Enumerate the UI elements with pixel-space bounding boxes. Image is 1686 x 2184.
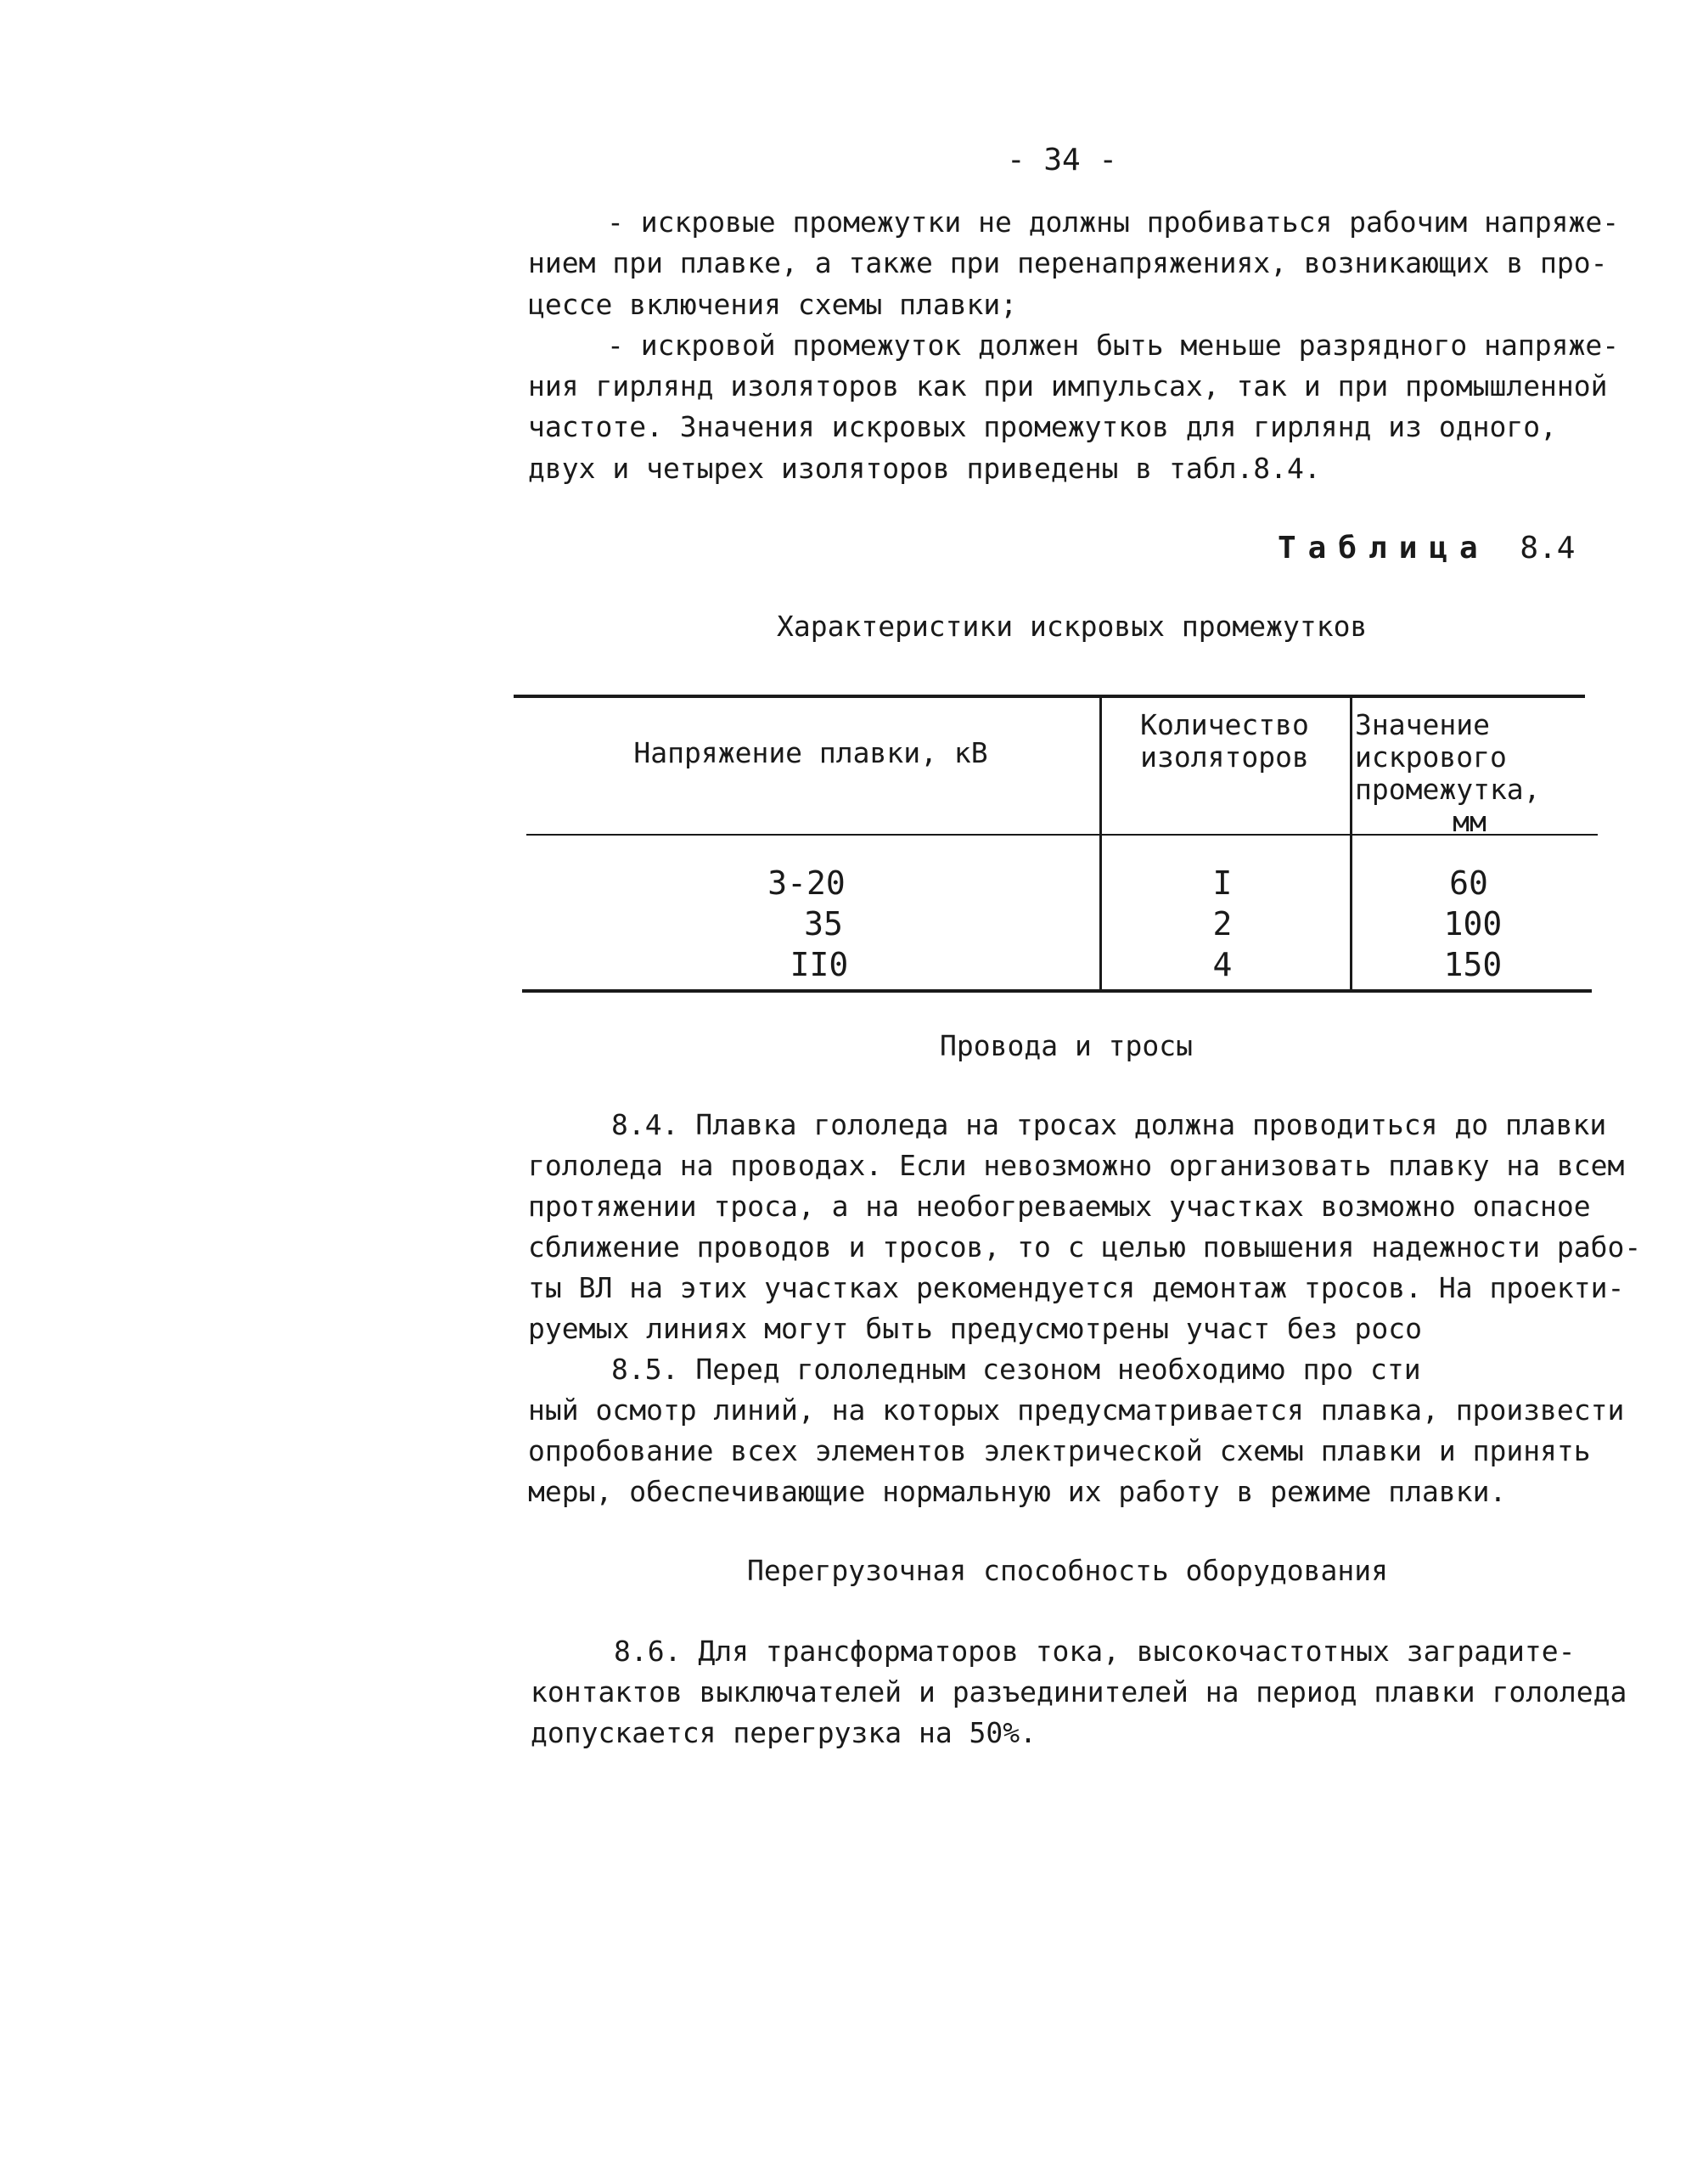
table-label-word: Таблица [1278,531,1490,566]
table-column-divider [1099,696,1102,990]
table-cell: 60 [1449,864,1488,902]
header-line: изоляторов [1140,740,1309,774]
paragraph-line: ты ВЛ на этих участках рекомендуется демонтаж тросов. На проекти- [528,1271,1625,1304]
table-cell: 150 [1443,946,1503,983]
paragraph-line: меры, обеспечивающие нормальную их работу в режиме плавки. [528,1475,1507,1508]
paragraph-line: протяжении троса, а на необогреваемых участках возможно опасное [528,1190,1591,1223]
header-gap-value [1355,709,1584,838]
paragraph-line: частоте. Значения искровых промежутков для гирлянд из одного, [528,410,1557,443]
paragraph-line: руемых линиях могут быть предусмотрены участ без росо [528,1312,1422,1345]
paragraph-line: цессе включения схемы плавки; [528,288,1018,321]
section-title: Провода и тросы [940,1029,1194,1062]
header-line: искрового [1355,740,1507,774]
paragraph-line: гололеда на проводах. Если невозможно организовать плавку на всем [528,1149,1625,1182]
paragraph-line: опробование всех элементов электрической схемы плавки и принять [528,1434,1591,1467]
table-caption: Характеристики искровых промежутков [777,610,1368,643]
paragraph-line: 8.4. Плавка гололеда на тросах должна проводиться до плавки [611,1108,1607,1141]
header-line: промежутка, [1355,773,1541,806]
paragraph-line: контактов выключателей и разъединителей на период плавки гололеда [531,1675,1627,1708]
table-cell: I [1212,864,1233,902]
table-bottom-rule [522,989,1592,993]
paragraph-line: - искровой промежуток должен быть меньше разрядного напряже- [607,329,1620,362]
paragraph-line: сближение проводов и тросов, то с целью повышения надежности рабо- [528,1230,1642,1264]
paragraph-line: ния гирлянд изоляторов как при импульсах, так и при промышленной [528,369,1608,402]
table-cell: II0 [790,946,849,983]
table-label [1278,531,1575,566]
paragraph-line: 8.5. Перед гололедным сезоном необходимо про сти [611,1353,1421,1386]
table-cell: 100 [1443,905,1503,943]
paragraph-line: - искровые промежутки не должны пробиваться рабочим напряже- [607,205,1620,239]
page-number: - 34 - [1007,143,1118,177]
header-insulator-count [1104,709,1346,774]
table-cell: 35 [804,905,843,943]
paragraph-line: ный осмотр линий, на которых предусматривается плавка, произвести [528,1393,1625,1427]
paragraph-line: нием при плавке, а также при перенапряжениях, возникающих в про- [528,246,1608,279]
table-cell: 3-20 [767,864,846,902]
table-cell: 4 [1212,946,1233,983]
paragraph-line: двух и четырех изоляторов приведены в табл.8.4. [528,452,1321,485]
header-voltage: Напряжение плавки, кВ [633,736,988,769]
table-cell: 2 [1212,905,1233,943]
table-label-number: 8.4 [1520,531,1576,566]
table-column-divider [1350,696,1352,990]
paragraph-line: 8.6. Для трансформаторов тока, высокочастотных заградите- [614,1635,1576,1668]
table-top-rule [514,695,1585,698]
paragraph-line: допускается перегрузка на 50%. [531,1716,1037,1749]
header-line: мм [1453,805,1486,838]
header-line: Количество [1140,708,1309,741]
section-title: Перегрузочная способность оборудования [747,1554,1388,1587]
header-line: Значение [1355,708,1490,741]
